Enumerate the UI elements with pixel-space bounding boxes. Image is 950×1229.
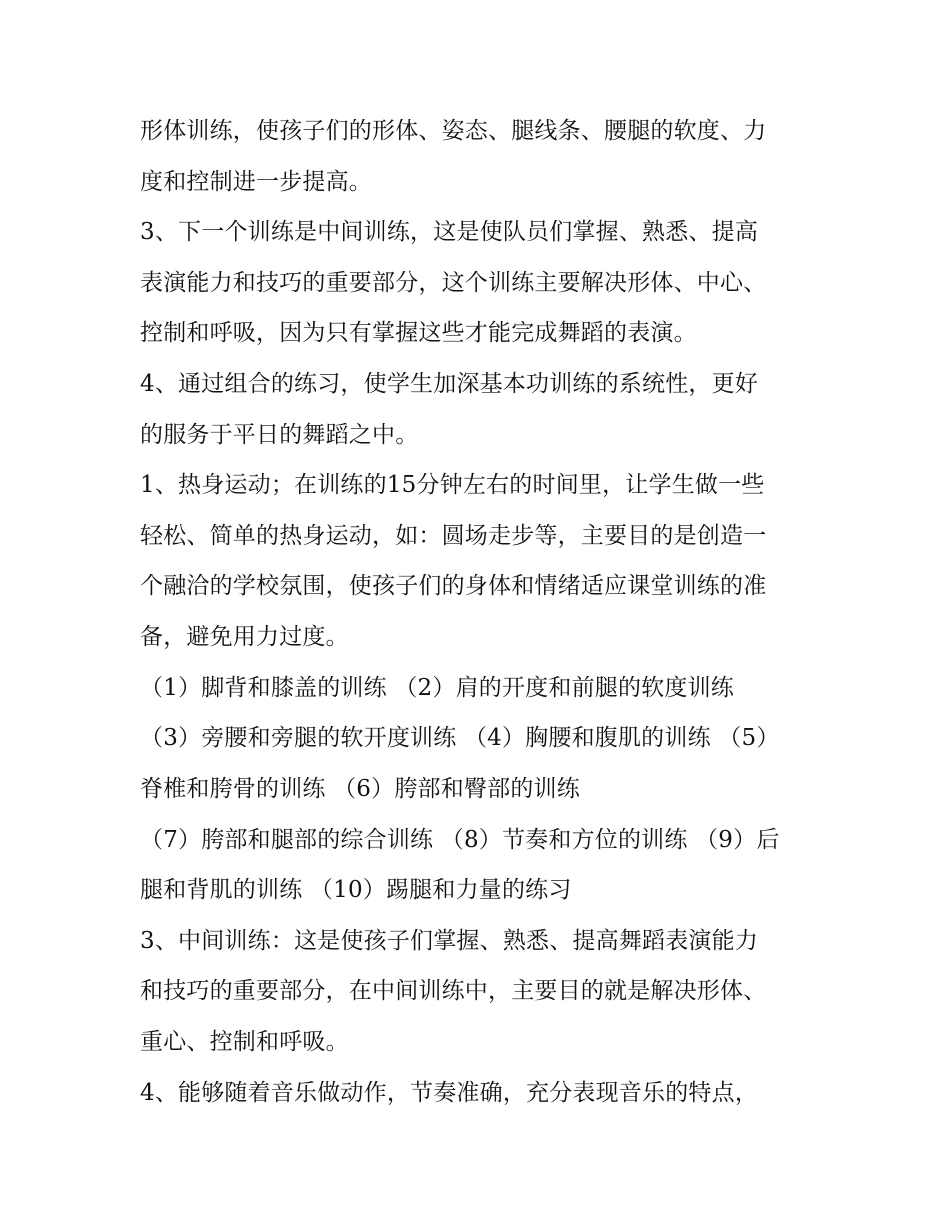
text-line: 4、能够随着音乐做动作，节奏准确，充分表现音乐的特点， [140,1080,759,1106]
text-line: 个融洽的学校氛围，使孩子们的身体和情绪适应课堂训练的准 [140,573,767,599]
text-line: （1）脚背和膝盖的训练 （2）肩的开度和前腿的软度训练 [140,675,734,701]
text-line: 脊椎和胯骨的训练 （6）胯部和臀部的训练 [140,776,580,802]
text-line: 和技巧的重要部分，在中间训练中，主要目的就是解决形体、 [140,978,767,1004]
text-line: 度和控制进一步提高。 [140,169,372,195]
text-line: 轻松、简单的热身运动，如：圆场走步等，主要目的是创造一 [140,523,767,549]
text-line: （3）旁腰和旁腿的软开度训练 （4）胸腰和腹肌的训练 （5） [140,725,780,751]
text-line: 重心、控制和呼吸。 [140,1029,349,1055]
text-line: 3、中间训练：这是使孩子们掌握、熟悉、提高舞蹈表演能力 [140,928,759,954]
text-line: 腿和背肌的训练 （10）踢腿和力量的练习 [140,877,572,903]
text-line: 形体训练，使孩子们的形体、姿态、腿线条、腰腿的软度、力 [140,118,767,144]
text-line: 表演能力和技巧的重要部分，这个训练主要解决形体、中心、 [140,270,767,296]
text-line: 备，避免用力过度。 [140,624,349,650]
text-line: 4、通过组合的练习，使学生加深基本功训练的系统性，更好 [140,371,759,397]
text-line: 1、热身运动；在训练的15分钟左右的时间里，让学生做一些 [140,472,765,498]
text-line: （7）胯部和腿部的综合训练 （8）节奏和方位的训练 （9）后 [140,827,780,853]
text-line: 的服务于平日的舞蹈之中。 [140,422,419,448]
text-line: 3、下一个训练是中间训练，这是使队员们掌握、熟悉、提高 [140,219,759,245]
text-line: 控制和呼吸，因为只有掌握这些才能完成舞蹈的表演。 [140,320,697,346]
